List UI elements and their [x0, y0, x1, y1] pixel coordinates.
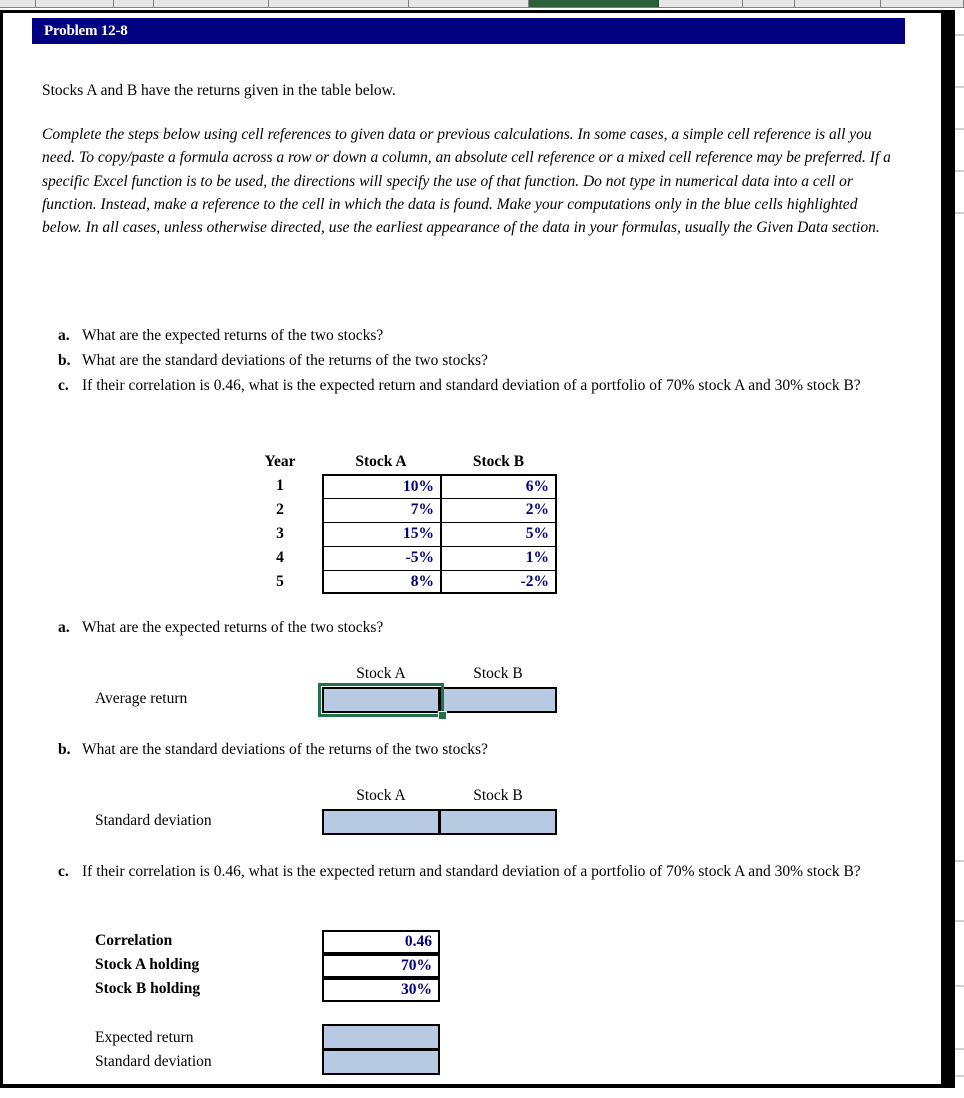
- instructions-text: Complete the steps below using cell references to given data or previous calculations. In some cases, a simple cell reference is all you need. To copy/paste a formula across a row or down a column, an absolute cell reference or a mixed cell reference may be preferred. If a specific Excel function is to be used, the directions will specify the use of that function. Do not type in numerical data into a cell or function. Instead, make a reference to the cell in which the data is found. Make your computations only in the blue cells highlighted below. In all cases, unless otherwise directed, use the earliest appearance of the data in your formulas, usually the Given Data section.: [42, 126, 891, 237]
- label-portfolio-std-deviation: Standard deviation: [95, 1053, 212, 1070]
- value-stock-b-holding[interactable]: 30%: [322, 978, 440, 1002]
- cell-year: 5: [276, 573, 284, 590]
- column-header-year: Year: [264, 453, 296, 470]
- right-frame-rule: [941, 10, 955, 1088]
- label-correlation: Correlation: [95, 932, 173, 949]
- cell-stock-b-return[interactable]: 5%: [440, 522, 557, 546]
- section-b-marker: b.: [58, 741, 71, 758]
- cell-stock-b-return[interactable]: -2%: [440, 570, 557, 594]
- cell-stock-b-return[interactable]: 6%: [440, 474, 557, 498]
- column-header-9[interactable]: [795, 0, 881, 8]
- section-b-row-label: Standard deviation: [95, 812, 212, 829]
- table-row: [238, 570, 557, 594]
- section-a-marker: a.: [58, 619, 70, 636]
- section-a-header-stock-a: Stock A: [356, 665, 406, 682]
- cell-stock-a-return[interactable]: 7%: [322, 498, 440, 522]
- column-header-5[interactable]: [409, 0, 529, 8]
- column-header-7[interactable]: [659, 0, 743, 8]
- intro-text: Stocks A and B have the returns given in the table below.: [42, 82, 396, 99]
- cell-year: 4: [276, 549, 284, 566]
- column-header-1[interactable]: [36, 0, 114, 8]
- column-header-stock-a: Stock A: [355, 453, 407, 470]
- question-item-c: [58, 373, 910, 398]
- section-b-question-text: What are the standard deviations of the returns of the two stocks?: [82, 741, 488, 758]
- input-std-deviation-stock-b[interactable]: [439, 809, 557, 835]
- question-text-a: What are the expected returns of the two stocks?: [82, 327, 384, 344]
- section-a-row-label: Average return: [95, 690, 188, 707]
- section-a-header-stock-b: Stock B: [473, 665, 523, 682]
- question-item-a: [58, 323, 910, 348]
- input-average-return-stock-b[interactable]: [439, 687, 557, 713]
- question-item-b: [58, 348, 910, 373]
- input-std-deviation-stock-a[interactable]: [322, 809, 440, 835]
- cell-stock-b-return[interactable]: 2%: [440, 498, 557, 522]
- value-stock-a-holding[interactable]: 70%: [322, 954, 440, 978]
- column-header-3[interactable]: [154, 0, 269, 8]
- input-portfolio-std-deviation[interactable]: [322, 1049, 440, 1075]
- problem-title-banner: [32, 18, 905, 44]
- table-row: [238, 546, 557, 570]
- section-c-question-text: If their correlation is 0.46, what is the expected return and standard deviation of a portfolio of 70% stock A and 30% stock B?: [82, 863, 861, 880]
- table-row: [238, 498, 557, 522]
- table-row: [238, 522, 557, 546]
- table-header-row: [238, 450, 557, 474]
- section-c-marker: c.: [58, 863, 69, 880]
- question-marker-a: a.: [58, 327, 70, 344]
- column-header-2[interactable]: [114, 0, 154, 8]
- section-b-header-stock-a: Stock A: [356, 787, 406, 804]
- cell-stock-b-return[interactable]: 1%: [440, 546, 557, 570]
- cell-year: 1: [276, 477, 284, 494]
- section-b-question: [58, 737, 910, 762]
- column-header-stock-b: Stock B: [472, 453, 525, 470]
- cell-stock-a-return[interactable]: 10%: [322, 474, 440, 498]
- question-marker-c: c.: [58, 377, 69, 394]
- cell-stock-a-return[interactable]: 8%: [322, 570, 440, 594]
- given-data-table: [238, 450, 557, 594]
- input-average-return-stock-a[interactable]: [322, 687, 440, 713]
- column-header-10[interactable]: [881, 0, 964, 8]
- section-c-question: [58, 859, 910, 884]
- question-text-c: If their correlation is 0.46, what is the expected return and standard deviation of a portfolio of 70% stock A and 30% stock B?: [82, 377, 861, 394]
- column-header-4[interactable]: [269, 0, 409, 8]
- page-title: Problem 12-8: [44, 22, 128, 39]
- section-b-header-stock-b: Stock B: [473, 787, 523, 804]
- cell-stock-a-return[interactable]: 15%: [322, 522, 440, 546]
- label-stock-a-holding: Stock A holding: [95, 956, 200, 973]
- label-stock-b-holding: Stock B holding: [95, 980, 201, 997]
- question-text-b: What are the standard deviations of the returns of the two stocks?: [82, 352, 488, 369]
- section-a-question-text: What are the expected returns of the two stocks?: [82, 619, 384, 636]
- column-header-strip[interactable]: [0, 0, 964, 10]
- column-header-0[interactable]: [0, 0, 36, 8]
- cell-year: 3: [276, 525, 284, 542]
- question-marker-b: b.: [58, 352, 71, 369]
- label-expected-return: Expected return: [95, 1029, 194, 1046]
- cell-year: 2: [276, 501, 284, 518]
- column-header-6[interactable]: [529, 0, 659, 8]
- section-a-question: [58, 615, 910, 640]
- cell-stock-a-return[interactable]: -5%: [322, 546, 440, 570]
- value-correlation[interactable]: 0.46: [322, 930, 440, 954]
- question-list: [58, 323, 910, 398]
- table-row: [238, 474, 557, 498]
- input-portfolio-expected-return[interactable]: [322, 1024, 440, 1050]
- column-header-8[interactable]: [743, 0, 795, 8]
